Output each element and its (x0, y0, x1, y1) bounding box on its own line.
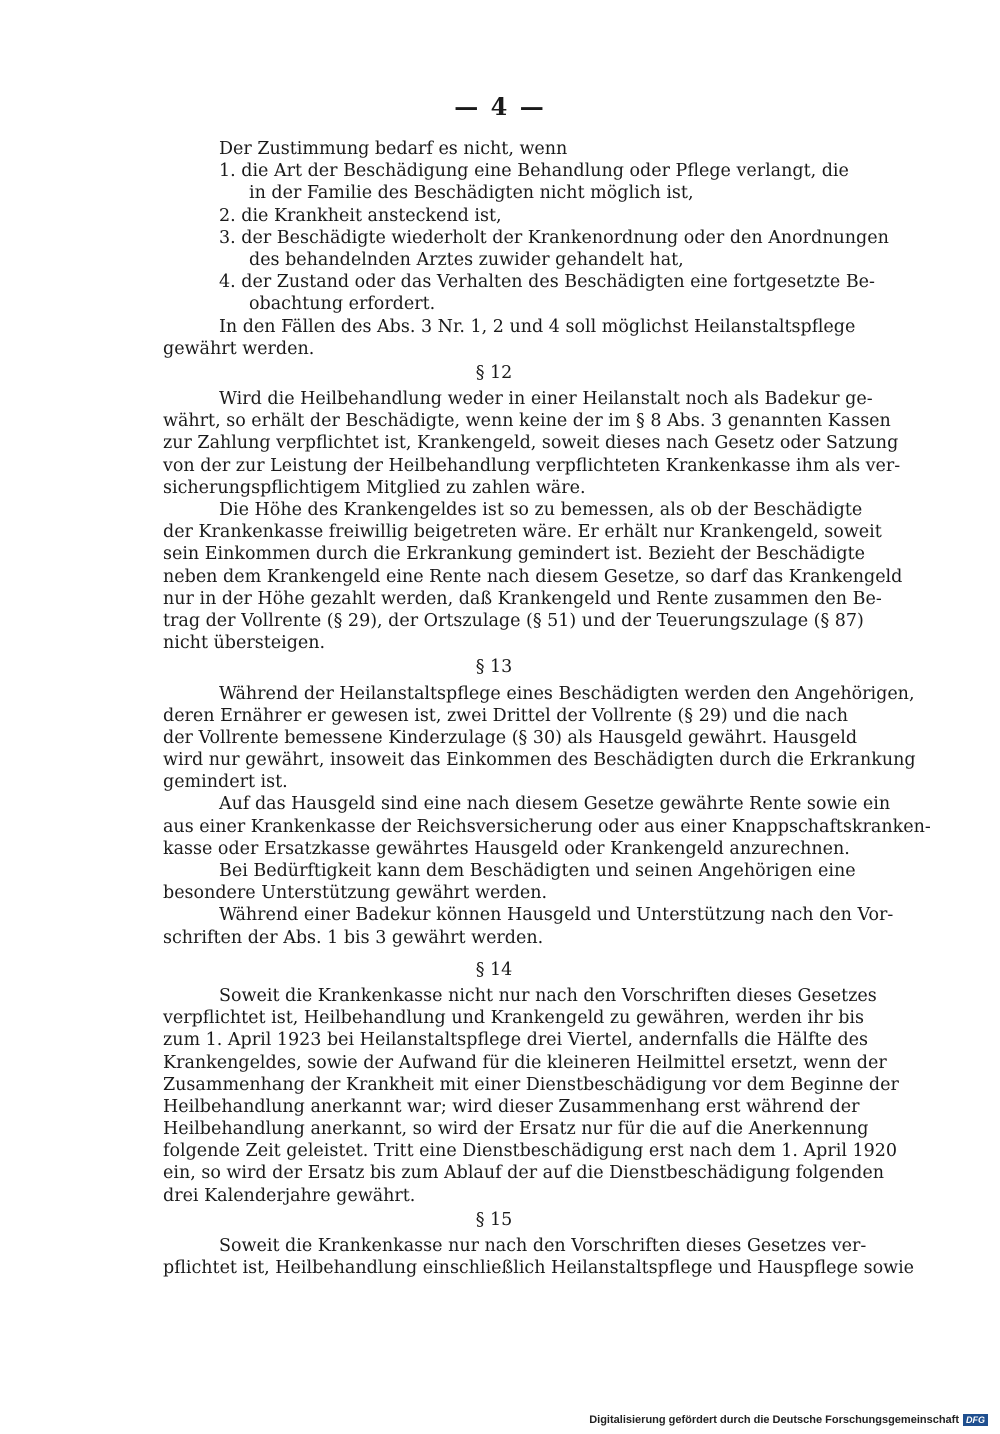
text-line: verpflichtet ist, Heilbehandlung und Krankengeld zu gewähren, werden ihr bis (163, 1008, 865, 1029)
section-heading: § 14 (475, 959, 513, 980)
text-line: Krankengeldes, sowie der Aufwand für die kleineren Heilmittel ersetzt, wenn der (163, 1052, 887, 1073)
text-line: Auf das Hausgeld sind eine nach diesem Gesetze gewährte Rente sowie ein (219, 794, 891, 815)
text-line: Zusammenhang der Krankheit mit einer Dienstbeschädigung vor dem Beginne der (163, 1074, 899, 1095)
text-line: folgende Zeit geleistet. Tritt eine Dienstbeschädigung erst nach dem 1. April 1920 (163, 1141, 898, 1162)
text-line: Heilbehandlung anerkannt, so wird der Ersatz nur für die auf die Anerkennung (163, 1119, 869, 1140)
footer-text: Digitalisierung gefördert durch die Deutsche Forschungsgemeinschaft (589, 1414, 959, 1426)
text-line: trag der Vollrente (§ 29), der Ortszulage (§ 51) und der Teuerungszulage (§ 87) (163, 610, 864, 631)
text-line: in der Familie des Beschädigten nicht möglich ist, (249, 183, 694, 204)
text-line: drei Kalenderjahre gewährt. (163, 1185, 416, 1206)
text-line: wird nur gewährt, insoweit das Einkommen des Beschädigten durch die Erkrankung (163, 750, 916, 771)
text-line: aus einer Krankenkasse der Reichsversicherung oder aus einer Knappschaftskranken- (163, 816, 931, 837)
text-line: Der Zustimmung bedarf es nicht, wenn (219, 139, 568, 159)
text-line: sein Einkommen durch die Erkrankung gemindert ist. Bezieht der Beschädigte (163, 544, 865, 565)
text-line: von der zur Leistung der Heilbehandlung verpflichteten Krankenkasse ihm als ver- (163, 455, 901, 476)
section-heading: § 12 (475, 362, 513, 383)
text-line: In den Fällen des Abs. 3 Nr. 1, 2 und 4 soll möglichst Heilanstaltspflege (219, 316, 856, 337)
text-line: Während einer Badekur können Hausgeld und Unterstützung nach den Vor- (219, 905, 894, 926)
text-line: sicherungspflichtigem Mitglied zu zahlen wäre. (163, 477, 586, 498)
text-line: 4. der Zustand oder das Verhalten des Beschädigten eine fortgesetzte Be- (219, 272, 875, 293)
text-line: währt, so erhält der Beschädigte, wenn keine der im § 8 Abs. 3 genannten Kassen (163, 411, 891, 432)
text-line: nur in der Höhe gezahlt werden, daß Krankengeld und Rente zusammen den Be- (163, 588, 882, 609)
footer-credit (589, 1414, 988, 1426)
text-line: 1. die Art der Beschädigung eine Behandlung oder Pflege verlangt, die (219, 161, 849, 182)
text-line: kasse oder Ersatzkasse gewährtes Hausgeld oder Krankengeld anzurechnen. (163, 838, 850, 859)
section-heading: § 13 (475, 657, 513, 678)
text-line: des behandelnden Arztes zuwider gehandelt hat, (249, 249, 684, 270)
text-line: obachtung erfordert. (249, 294, 436, 315)
dfg-logo-icon: DFG (963, 1414, 988, 1426)
text-line: 2. die Krankheit ansteckend ist, (219, 205, 502, 226)
text-line: nicht übersteigen. (163, 633, 326, 654)
text-line: zur Zahlung verpflichtet ist, Krankengeld, soweit dieses nach Gesetz oder Satzung (163, 433, 899, 454)
body-text (163, 138, 931, 1279)
text-line: Bei Bedürftigkeit kann dem Beschädigten und seinen Angehörigen eine (219, 861, 856, 881)
text-line: der Krankenkasse freiwillig beigetreten wäre. Er erhält nur Krankengeld, soweit (163, 522, 882, 543)
text-line: der Vollrente bemessene Kinderzulage (§ 30) als Hausgeld gewährt. Hausgeld (163, 727, 858, 748)
text-line: neben dem Krankengeld eine Rente nach diesem Gesetze, so darf das Krankengeld (163, 566, 903, 587)
section-heading: § 15 (475, 1209, 513, 1230)
text-line: ein, so wird der Ersatz bis zum Ablauf der auf die Dienstbeschädigung folgenden (163, 1163, 885, 1184)
text-line: besondere Unterstützung gewährt werden. (163, 883, 548, 904)
text-line: Während der Heilanstaltspflege eines Beschädigten werden den Angehörigen, (219, 683, 915, 704)
text-line: Heilbehandlung anerkannt war; wird dieser Zusammenhang erst während der (163, 1096, 860, 1117)
text-line: zum 1. April 1923 bei Heilanstaltspflege drei Viertel, andernfalls die Hälfte des (163, 1030, 868, 1051)
text-line: Soweit die Krankenkasse nur nach den Vorschriften dieses Gesetzes ver- (219, 1236, 867, 1256)
text-line: deren Ernährer er gewesen ist, zwei Drittel der Vollrente (§ 29) und die nach (163, 705, 849, 726)
text-line: 3. der Beschädigte wiederholt der Krankenordnung oder den Anordnungen (219, 227, 889, 248)
text-line: gewährt werden. (163, 338, 315, 359)
text-line: pflichtet ist, Heilbehandlung einschließlich Heilanstaltspflege und Hauspflege sowie (163, 1258, 915, 1279)
text-line: Die Höhe des Krankengeldes ist so zu bemessen, als ob der Beschädigte (219, 500, 863, 520)
text-line: gemindert ist. (163, 772, 288, 793)
text-line: Soweit die Krankenkasse nicht nur nach den Vorschriften dieses Gesetzes (219, 985, 877, 1006)
text-line: schriften der Abs. 1 bis 3 gewährt werden. (163, 927, 544, 948)
text-line: Wird die Heilbehandlung weder in einer Heilanstalt noch als Badekur ge- (219, 389, 873, 410)
spacer (163, 949, 825, 957)
page-number: — 4 — (454, 92, 546, 121)
